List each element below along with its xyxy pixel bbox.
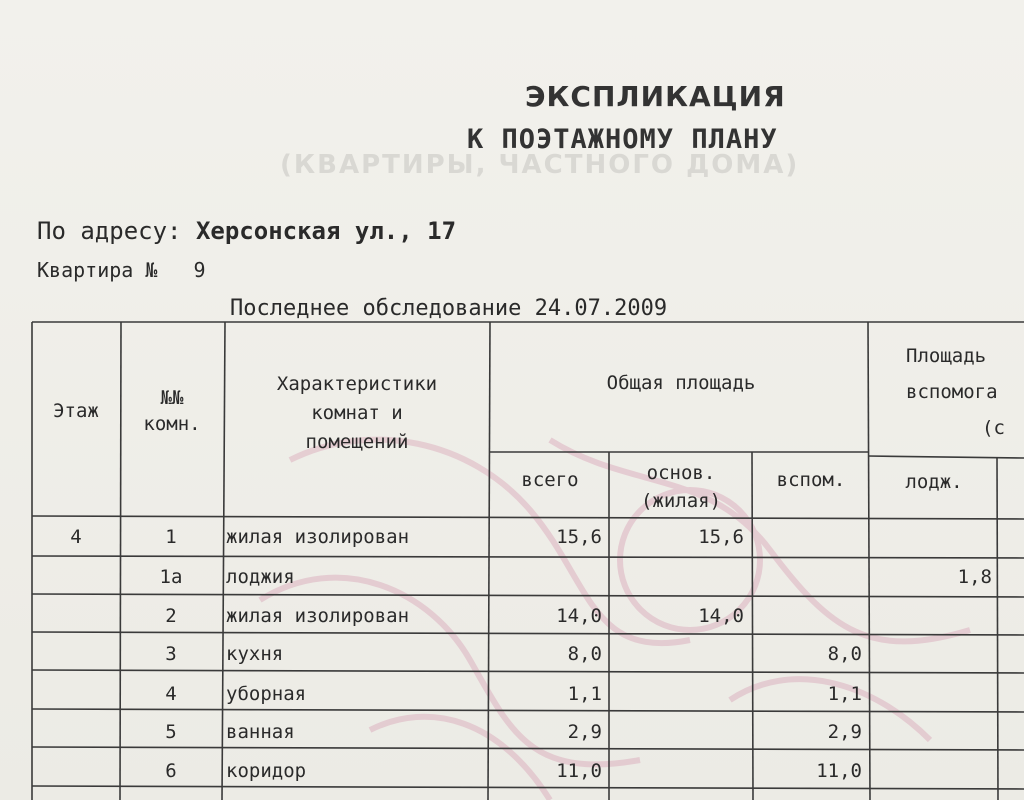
cell-total: 15,6: [556, 526, 602, 548]
cell-desc: жилая изолирован: [226, 604, 410, 627]
cell-total: 14,0: [556, 604, 602, 627]
col-header-char-line2: комнат и: [311, 402, 403, 424]
document-title: ЭКСПЛИКАЦИЯ: [525, 80, 786, 113]
cell-desc: ванная: [226, 721, 295, 743]
cell-room: 1: [165, 526, 177, 548]
cell-floor: 4: [70, 526, 82, 548]
col-header-room-no-line1: №№: [160, 387, 184, 409]
col-header-main-line2: (жилая): [640, 490, 722, 512]
col-header-total-area: Общая площадь: [606, 372, 756, 394]
survey-date: 24.07.2009: [534, 296, 668, 321]
show-through-text: (КВАРТИРЫ, ЧАСТНОГО ДОМА): [280, 150, 800, 180]
cell-main: 14,0: [698, 604, 744, 627]
col-header-total: всего: [521, 469, 579, 491]
cell-desc: жилая изолирован: [226, 526, 410, 548]
cell-desc: лоджия: [226, 566, 295, 589]
col-header-main-line1: основ.: [646, 462, 716, 484]
cell-total: 11,0: [556, 760, 602, 783]
document-subtitle: К ПОЭТАЖНОМУ ПЛАНУ: [467, 124, 778, 155]
col-header-floor: Этаж: [53, 400, 99, 422]
address-value: Херсонская ул., 17: [195, 217, 457, 245]
cell-room: 5: [165, 721, 177, 743]
col-header-room-no: [122, 385, 222, 437]
cell-room: 3: [165, 643, 177, 666]
cell-total: 8,0: [567, 643, 602, 666]
survey-label: Последнее обследование: [230, 296, 522, 321]
cell-desc: коридор: [226, 760, 307, 783]
cell-aux: 11,0: [816, 760, 862, 783]
col-header-room-no-line2: комн.: [143, 413, 201, 435]
col-header-aux-area: [870, 338, 1024, 446]
cell-desc: уборная: [226, 682, 307, 705]
cell-total: 2,9: [567, 721, 602, 743]
col-header-aux-area-line3: (с: [982, 417, 1005, 439]
apartment-label: Квартира №: [37, 258, 158, 282]
apartment-value: 9: [193, 258, 206, 282]
cell-room: 2: [165, 604, 177, 627]
col-header-loggia: лодж.: [905, 471, 963, 493]
cell-main: 15,6: [698, 526, 744, 548]
col-header-char-line1: Характеристики: [276, 373, 438, 395]
cell-total: 1,1: [567, 682, 602, 705]
col-header-aux-area-line1: Площадь: [906, 345, 987, 367]
address-label: По адресу:: [37, 217, 182, 245]
cell-aux: 1,1: [827, 682, 862, 705]
cell-aux: 8,0: [827, 643, 862, 666]
cell-loggia: 1,8: [957, 566, 992, 589]
col-header-main: [610, 459, 752, 515]
cell-room: 4: [165, 682, 177, 705]
cell-room: 6: [165, 760, 177, 783]
cell-room: 1а: [159, 566, 183, 589]
col-header-char-line3: помещений: [305, 431, 409, 453]
col-header-characteristics: [226, 370, 488, 457]
cell-aux: 2,9: [827, 721, 862, 743]
col-header-aux-area-line2: вспомога: [906, 381, 998, 403]
cell-desc: кухня: [226, 643, 284, 666]
col-header-aux: вспом.: [776, 469, 846, 491]
